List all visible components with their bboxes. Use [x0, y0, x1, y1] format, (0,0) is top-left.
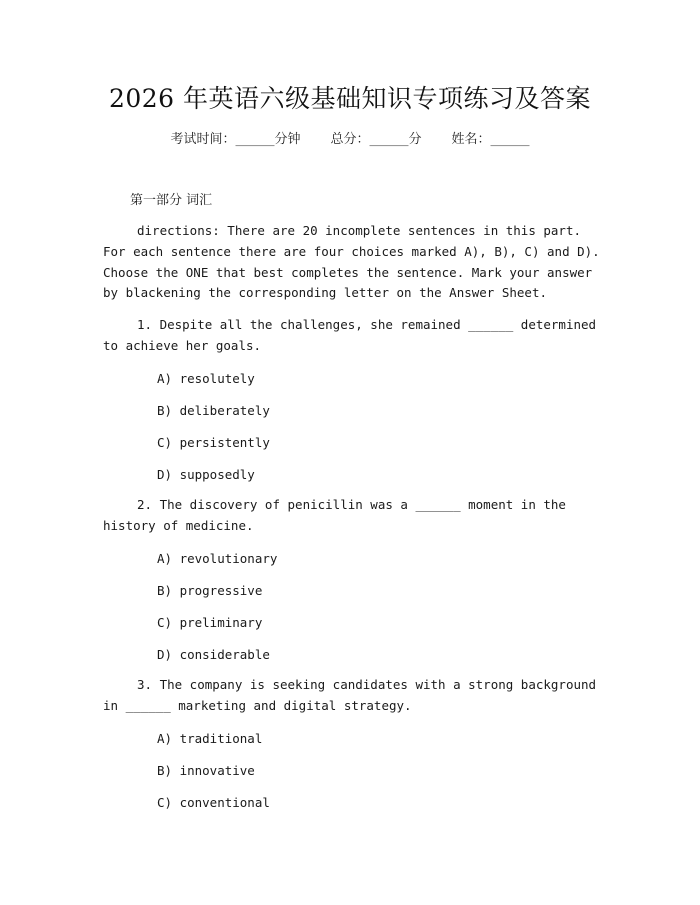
question-1-option-c: C) persistently — [157, 435, 270, 450]
question-3-option-b: B) innovative — [157, 763, 255, 778]
exam-time-field: 考试时间：______分钟 — [170, 132, 301, 147]
name-field: 姓名：______ — [451, 132, 530, 147]
question-2-option-c: C) preliminary — [157, 615, 263, 630]
question-3-stem: 3. The company is seeking candidates with a strong background in ______ marketing and digital strategy. — [103, 677, 597, 713]
question-1-option-a: A) resolutely — [157, 371, 255, 386]
question-3-option-a: A) traditional — [157, 731, 263, 746]
question-2-option-d: D) considerable — [157, 647, 270, 662]
total-score-field: 总分：______分 — [330, 132, 422, 147]
question-2-option-a: A) revolutionary — [157, 551, 278, 566]
section-title: 第一部分 词汇 — [130, 193, 213, 208]
document-title: 2026 年英语六级基础知识专项练习及答案 — [108, 84, 592, 113]
question-2-stem: 2. The discovery of penicillin was a ______ moment in the history of medicine. — [103, 497, 566, 533]
question-2-option-b: B) progressive — [157, 583, 263, 598]
question-3-option-c: C) conventional — [157, 795, 270, 810]
question-1-option-d: D) supposedly — [157, 467, 255, 482]
question-1-option-b: B) deliberately — [157, 403, 270, 418]
exam-meta-line — [0, 131, 700, 149]
question-1-stem: 1. Despite all the challenges, she remained ______ determined to achieve her goals. — [103, 317, 597, 353]
directions-paragraph: directions: There are 20 incomplete sentences in this part. For each sentence there are four choices marked A), B), C) and D). Choose the ONE that best completes the sentence. Mark your answer by blackening the corresponding letter on the Answer Sheet. — [103, 223, 600, 301]
